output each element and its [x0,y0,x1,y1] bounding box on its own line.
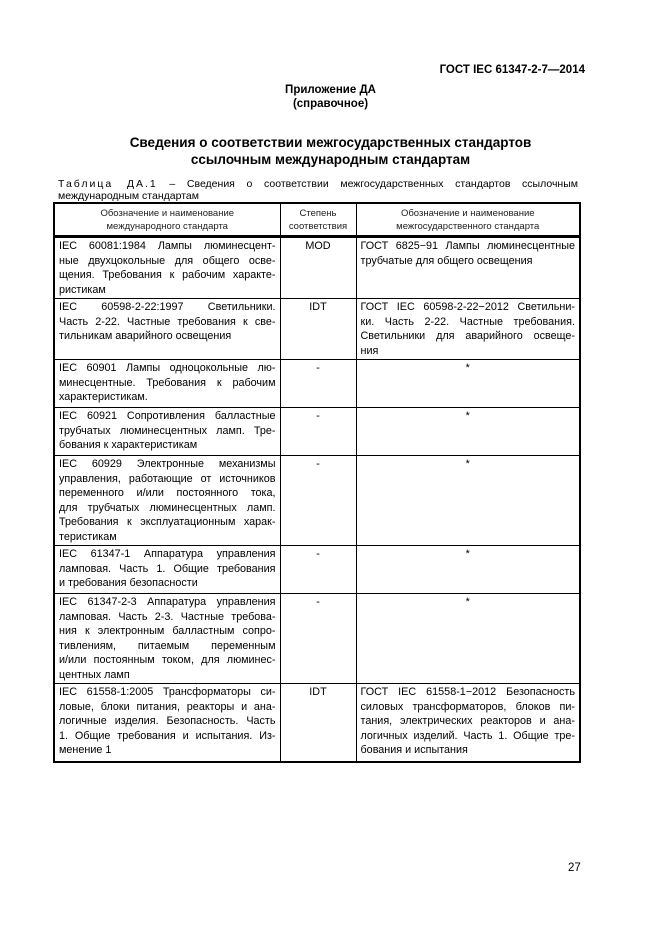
intl-standard-cell [54,299,280,360]
cell-text-line: IEC 61347-1 Аппаратура управления [59,548,276,560]
caption-text-1: – Сведения о соответствии межгосударственных стандартов ссылочным [157,178,578,190]
table-row [54,594,580,684]
table-row [54,408,580,456]
cell-text-line: ки. Часть 2-22. Частные требования. [360,315,575,328]
cell-text-line: ГОСТ IEC 61558-1−2012 Безопасность [360,686,575,698]
column-header-line: Обозначение и наименование [100,208,235,219]
intl-standard-cell [54,456,280,546]
cell-text-line: ные двухцокольные для общего осве- [59,254,276,267]
cell-text-line: ния [360,344,379,357]
correspondence-table [53,202,581,763]
column-header-line: межгосударственного стандарта [396,221,540,232]
degree-cell: IDT [280,299,356,360]
page-number: 27 [568,862,581,874]
degree-cell: - [280,408,356,456]
column-header-line: соответствия [288,221,348,232]
cell-text-line: и/или постоянным током, для люминес- [59,654,276,666]
degree-cell: IDT [280,684,356,762]
table-header-row [54,203,580,237]
cell-text-line: логичных изделий. Часть 1. Общие тре- [360,729,575,742]
cell-text-line: бования к характеристикам [59,439,198,451]
intl-standard-cell [54,360,280,408]
cell-text-line: тивлениям, питаемым переменным [59,639,276,652]
cell-text-line: Часть 2-22. Частные требования к све- [59,315,276,328]
annex-title: Приложение ДА [285,84,376,96]
table-row [54,456,580,546]
interstate-standard-cell [356,237,580,299]
cell-text-line: переменного и/или постоянного тока, [59,487,276,499]
intl-standard-cell [54,237,280,299]
cell-text-line: ристикам [59,283,106,296]
table-row [54,546,580,594]
column-header-line: Степень [299,208,337,219]
cell-text-line: IEC 61558-1:2005 Трансформаторы си- [59,686,276,698]
degree-cell: - [280,594,356,684]
page-heading [0,134,661,168]
cell-text-line: тания, электрических реакторов и ана- [360,715,575,727]
cell-text-line: логичные изделия. Безопасность. Часть [59,715,276,727]
cell-text-line: Светильники для аварийного освеще- [360,330,575,342]
cell-text-line: ГОСТ 6825−91 Лампы люминесцентные [360,240,575,252]
cell-text-line: ния к электронным балластным сопро- [59,625,276,637]
annex-subtitle: (справочное) [292,98,369,110]
interstate-standard-cell: * [356,546,580,594]
cell-text-line: трубчатые для общего освещения [360,254,533,267]
cell-text-line: IEC 60081:1984 Лампы люминесцент- [59,240,276,252]
cell-text-line: менение 1 [59,744,112,756]
cell-text-line: тильникам аварийного освещения [59,330,232,342]
interstate-standard-cell: * [356,594,580,684]
table-row [54,299,580,360]
intl-standard-cell [54,408,280,456]
cell-text-line: центных ламп [59,668,130,681]
cell-text-line: для трубчатых люминесцентных ламп. [59,501,276,514]
degree-cell: - [280,360,356,408]
interstate-standard-cell: * [356,360,580,408]
cell-text-line: 1. Общие требования и испытания. Из- [59,729,276,742]
cell-text-line: щения. Требования к рабочим характе- [59,269,276,281]
interstate-standard-cell: * [356,408,580,456]
cell-text-line: IEC 60929 Электронные механизмы [59,458,276,470]
column-header-line: Обозначение и наименование [400,208,535,219]
cell-text-line: управления, работающие от источников [59,472,276,485]
cell-text-line: ловые, блоки питания, реакторы и ана- [59,700,276,713]
cell-text-line: IEC 61347-2-3 Аппаратура управления [59,596,276,608]
cell-text-line: теристикам [59,530,117,543]
intl-standard-cell [54,546,280,594]
table-caption [58,178,578,202]
cell-text-line: Требования к эксплуатационным харак- [59,516,276,528]
cell-text-line: характеристикам. [59,391,148,403]
cell-text-line: ламповая. Часть 2-3. Частные требова- [59,610,276,623]
intl-standard-cell [54,594,280,684]
table-row [54,684,580,762]
heading-line-1: Сведения о соответствии межгосударственных стандартов [129,135,532,150]
caption-text-2: международным стандартам [58,190,199,202]
cell-text-line: силовых трансформаторов, блоков пи- [360,700,575,713]
cell-text-line: ГОСТ IEC 60598-2-22−2012 Светильни- [360,301,575,313]
degree-cell: MOD [280,237,356,299]
cell-text-line: и требования безопасности [59,577,198,589]
column-header [280,203,356,237]
column-header-line: международного стандарта [106,221,228,232]
cell-text-line: трубчатых люминесцентных ламп. Тре- [59,424,276,437]
heading-line-2: ссылочным международным стандартам [190,152,471,167]
cell-text-line: IEC 60921 Сопротивления балластные [59,410,276,422]
table-row [54,360,580,408]
interstate-standard-cell: * [356,456,580,546]
cell-text-line: ламповая. Часть 1. Общие требования [59,562,276,575]
cell-text-line: бования и испытания [360,744,468,756]
degree-cell: - [280,456,356,546]
table-row [54,237,580,299]
intl-standard-cell [54,684,280,762]
degree-cell: - [280,546,356,594]
column-header [356,203,580,237]
cell-text-line: IEC 60598-2-22:1997 Светильники. [59,301,276,313]
cell-text-line: IEC 60901 Лампы одноцокольные лю- [59,362,276,374]
interstate-standard-cell [356,684,580,762]
column-header [54,203,280,237]
cell-text-line: минесцентные. Требования к рабочим [59,376,276,389]
document-code: ГОСТ IEC 61347-2-7—2014 [439,64,585,76]
interstate-standard-cell [356,299,580,360]
caption-label: Таблица ДА.1 [58,178,158,190]
